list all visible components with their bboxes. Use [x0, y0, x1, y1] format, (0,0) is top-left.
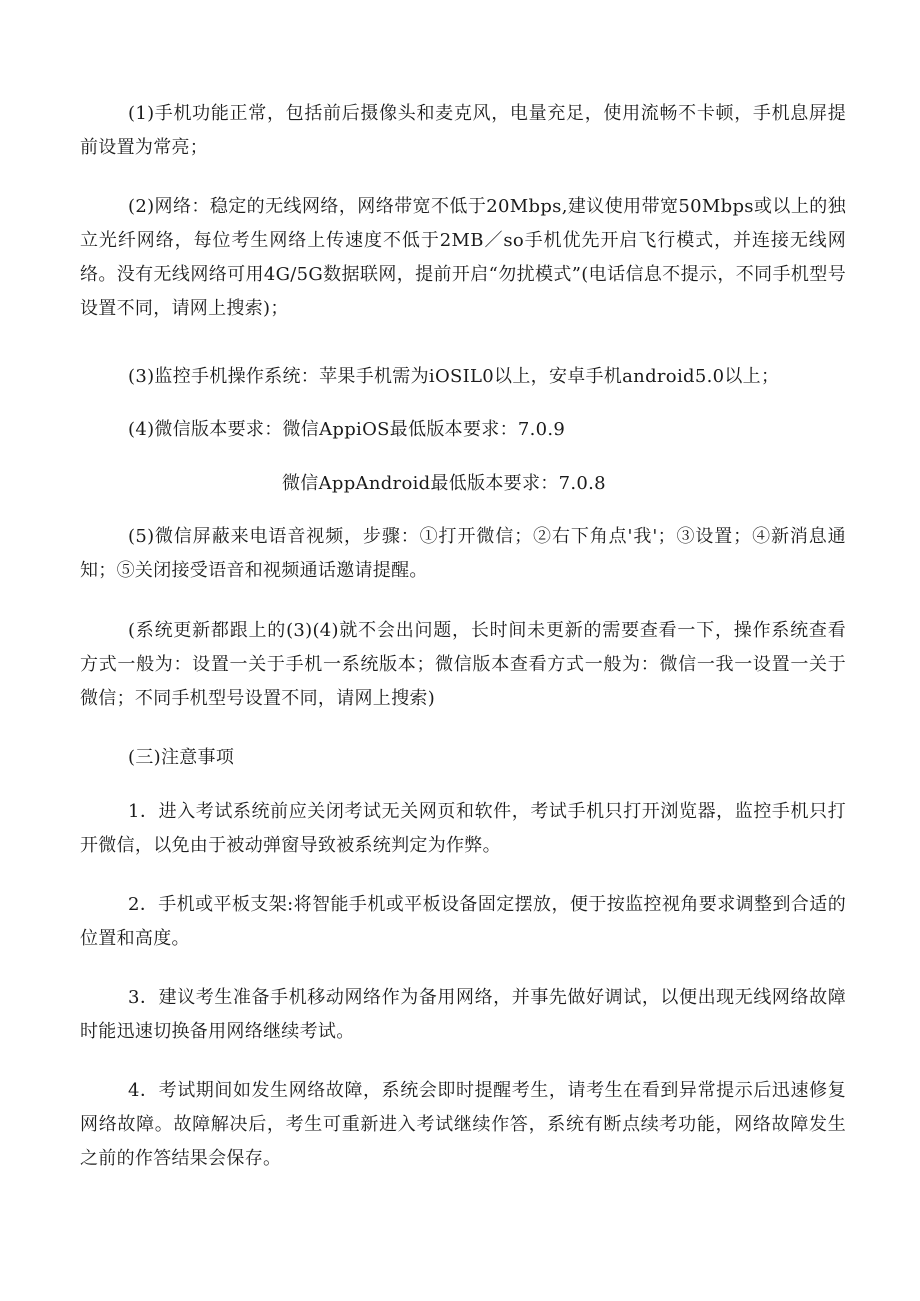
- paragraph-wechat-block-calls: (5)微信屏蔽来电语音视频，步骤：①打开微信；②右下角点'我'；③设置；④新消息通知；⑤关闭接受语音和视频通话邀请提醒。: [80, 526, 846, 581]
- paragraph-wechat-version-ios: (4)微信版本要求：微信AppiOS最低版本要求：7.0.9: [128, 419, 566, 440]
- section-heading-notes: (三)注意事项: [128, 747, 235, 768]
- note-item-2: 2．手机或平板支架:将智能手机或平板设备固定摆放，便于按监控视角要求调整到合适的位置和高度。: [80, 894, 846, 949]
- paragraph-update-note: (系统更新都跟上的(3)(4)就不会出问题，长时间未更新的需要查看一下，操作系统查看方式一般为：设置一关于手机一系统版本；微信版本查看方式一般为：微信一我一设置一关于微信；不同手机型号设置不同，请网上搜索): [80, 620, 846, 709]
- paragraph-network-requirements: (2)网络：稳定的无线网络，网络带宽不低于20Mbps,建议使用带宽50Mbps或以上的独立光纤网络，每位考生网络上传速度不低于2MB／so手机优先开启飞行模式，并连接无线网络。没有无线网络可用4G/5G数据联网，提前开启“勿扰模式”(电话信息不提示，不同手机型号设置不同，请网上搜索)；: [80, 196, 846, 319]
- note-item-1: 1．进入考试系统前应关闭考试无关网页和软件，考试手机只打开浏览器，监控手机只打开微信，以免由于被动弹窗导致被系统判定为作弊。: [80, 801, 846, 856]
- paragraph-phone-requirements: (1)手机功能正常，包括前后摄像头和麦克风，电量充足，使用流畅不卡顿，手机息屏提前设置为常亮；: [80, 103, 846, 158]
- paragraph-os-requirements: (3)监控手机操作系统：苹果手机需为iOSIL0以上，安卓手机android5.0以上；: [128, 366, 780, 387]
- note-item-4: 4．考试期间如发生网络故障，系统会即时提醒考生，请考生在看到异常提示后迅速修复网络故障。故障解决后，考生可重新进入考试继续作答，系统有断点续考功能，网络故障发生之前的作答结果会保存。: [80, 1080, 846, 1169]
- note-item-3: 3．建议考生准备手机移动网络作为备用网络，并事先做好调试，以便出现无线网络故障时能迅速切换备用网络继续考试。: [80, 987, 846, 1042]
- paragraph-wechat-version-android: 微信AppAndroid最低版本要求：7.0.8: [282, 473, 606, 494]
